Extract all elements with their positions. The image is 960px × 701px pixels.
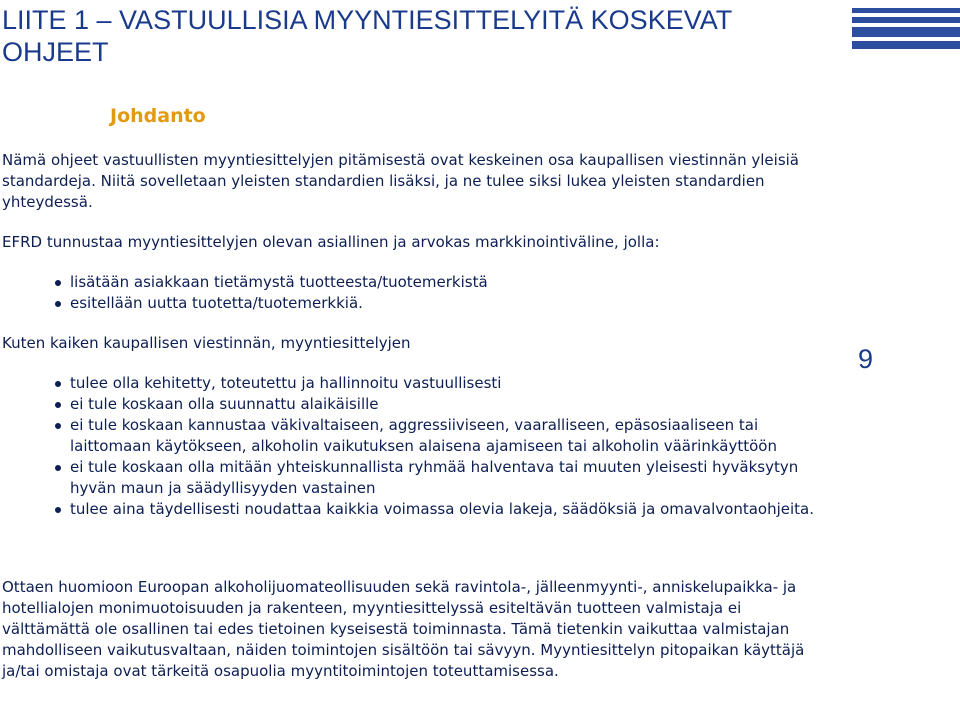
list-item: esitellään uutta tuotetta/tuotemerkkiä. <box>52 293 832 314</box>
requirements-lead: Kuten kaiken kaupallisen viestinnän, myyntiesittelyjen <box>2 334 411 352</box>
slide-title: LIITE 1 – VASTUULLISIA MYYNTIESITTELYITÄ KOSKEVAT OHJEET <box>2 5 732 67</box>
list-item: lisätään asiakkaan tietämystä tuotteesta/tuotemerkistä <box>52 272 832 293</box>
logo-bar <box>852 27 960 37</box>
intro-paragraph: Nämä ohjeet vastuullisten myyntiesittelyjen pitämisestä ovat keskeinen osa kaupallisen viestinnän yleisiä standardeja. Niitä sovelletaan yleisten standardien lisäksi, ja ne tulee siksi lukea yleisten standardien yhteydessä. <box>2 151 799 211</box>
striped-bars-logo <box>852 8 960 53</box>
list-item: tulee aina täydellisesti noudattaa kaikkia voimassa olevia lakeja, säädöksiä ja omavalvontaohjeita. <box>52 499 832 520</box>
logo-bar <box>852 17 960 23</box>
efrd-bullet-list <box>52 272 832 314</box>
list-item: ei tule koskaan olla suunnattu alaikäisille <box>52 394 832 415</box>
requirements-bullet-list <box>52 373 832 520</box>
efrd-paragraph: EFRD tunnustaa myyntiesittelyjen olevan asiallinen ja arvokas markkinointiväline, jolla: <box>2 233 660 251</box>
list-item: tulee olla kehitetty, toteutettu ja hallinnoitu vastuullisesti <box>52 373 832 394</box>
list-item: ei tule koskaan olla mitään yhteiskunnallista ryhmää halventava tai muuten yleisesti hyväksytyn hyvän maun ja säädyllisyyden vastainen <box>52 457 832 499</box>
list-item: ei tule koskaan kannustaa väkivaltaiseen, aggressiiviseen, vaaralliseen, epäsosiaaliseen tai laittomaan käytökseen, alkoholin vaikutuksen alaisena ajamiseen tai alkoholin väärinkäyttöön <box>52 415 832 457</box>
page-number: 9 <box>858 344 874 374</box>
logo-bar <box>852 41 960 49</box>
closing-paragraph: Ottaen huomioon Euroopan alkoholijuomateollisuuden sekä ravintola-, jälleenmyynti-, anniskelupaikka- ja hotellialojen monimuotoisuuden ja rakenteen, myyntiesittelyssä esiteltävän tuotteen valmistaja ei välttämättä ole osallinen tai edes tietoinen kyseisestä toiminnasta. Tämä tietenkin vaikuttaa valmistajan mahdolliseen vaikutusvaltaan, näiden toimintojen sisältöön tai sävyyn. Myyntiesittelyn pitopaikan käyttäjä ja/tai omistaja ovat tärkeitä osapuolia myyntitoimintojen toteuttamisessa. <box>2 578 805 680</box>
logo-bar <box>852 8 960 13</box>
section-heading: Johdanto <box>110 105 206 127</box>
